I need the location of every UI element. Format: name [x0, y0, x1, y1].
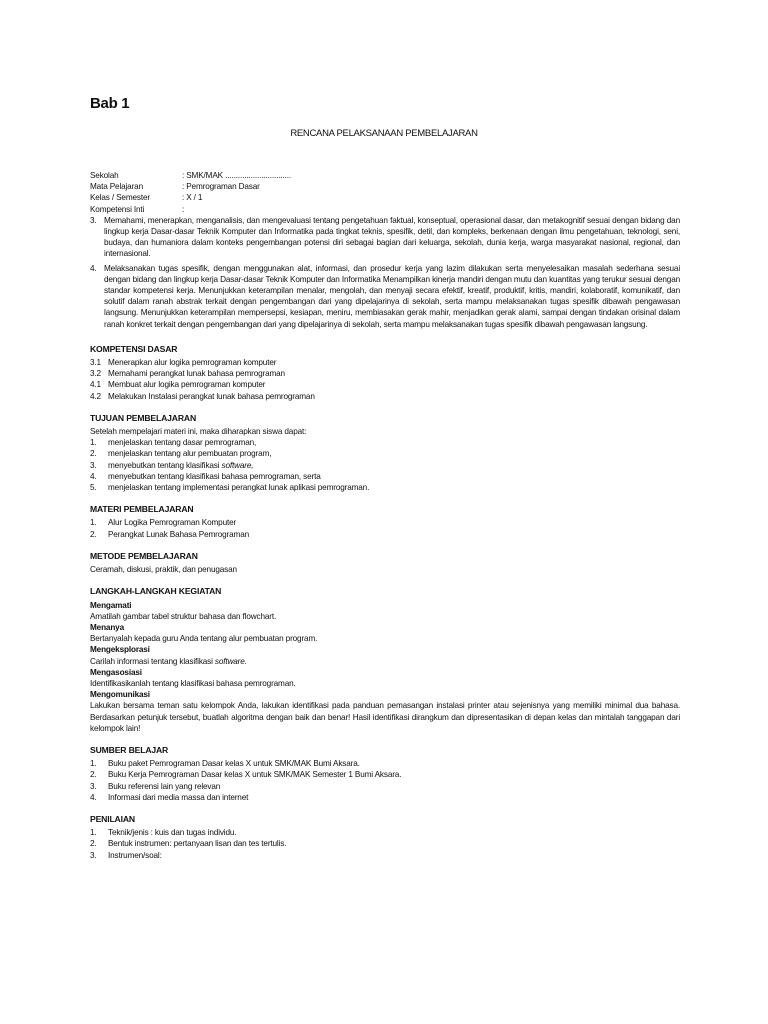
item-text: Memahami, menerapkan, menganalisis, dan mengevaluasi tentang pengetahuan faktual, konseptual, operasional dasar, dan metakognitif sesuai dengan bidang dan lingkup kerja Dasar-dasar Teknik Komputer dan Informatika pada tingkat teknis, spesifik, detil, dan kompleks, berkenaan dengan ilmu pengetahuan, teknologi, seni, budaya, dan humaniora dalam konteks pengembangan potensi diri sebagai bagian dari keluarga, sekolah, dunia kerja, warga masyarakat nasional, regional, dan internasional. [104, 215, 680, 259]
identity-row [90, 170, 680, 181]
chapter-heading: Bab 1 [90, 95, 130, 112]
list-item [90, 517, 680, 528]
identity-label: Kompetensi Inti [90, 204, 145, 214]
tujuan-list [90, 437, 680, 493]
section-kompetensi-dasar [90, 344, 680, 402]
item-number: 4. [90, 471, 97, 481]
item-text: Instrumen/soal: [108, 850, 162, 860]
item-text: menjelaskan tentang implementasi perangkat lunak aplikasi pemrograman. [108, 483, 370, 493]
list-item [90, 263, 680, 330]
section-sumber [90, 745, 680, 803]
identity-block [90, 170, 680, 215]
identity-label: Mata Pelajaran [90, 182, 143, 192]
step-heading: Mengasosiasi [90, 667, 142, 677]
section-materi [90, 504, 680, 540]
item-text-part: menyebutkan tentang klasifikasi [108, 460, 222, 470]
list-item [90, 471, 680, 482]
list-item [90, 482, 680, 493]
identity-row [90, 181, 680, 192]
item-text: Buku Kerja Pemrograman Dasar kelas X untuk SMK/MAK Semester 1 Bumi Aksara. [108, 770, 402, 780]
identity-row [90, 192, 680, 203]
section-heading: KOMPETENSI DASAR [90, 343, 178, 354]
section-heading: PENILAIAN [90, 813, 135, 824]
item-text: Bentuk instrumen: pertanyaan lisan dan tes tertulis. [108, 839, 287, 849]
list-item [90, 357, 680, 368]
step-text [90, 656, 680, 667]
penilaian-list [90, 827, 680, 861]
item-text: menjelaskan tentang alur pembuatan program, [108, 449, 272, 459]
materi-list [90, 517, 680, 539]
list-item [90, 391, 680, 402]
item-number: 4. [90, 263, 97, 273]
list-item [90, 437, 680, 448]
section-metode [90, 551, 680, 575]
kd-list [90, 357, 680, 402]
identity-value: : X / 1 [182, 193, 203, 203]
item-number: 4.1 [90, 380, 101, 390]
item-number: 3.1 [90, 358, 101, 368]
list-item [90, 379, 680, 390]
section-penilaian [90, 814, 680, 861]
list-item [90, 448, 680, 459]
step-text: Identifikasikanlah tentang klasifikasi bahasa pemrograman. [90, 678, 296, 688]
kompetensi-inti-list [90, 215, 680, 330]
item-text: Teknik/jenis : kuis dan tugas individu. [108, 828, 237, 838]
sumber-list [90, 758, 680, 803]
item-number: 3.2 [90, 369, 101, 379]
item-number: 4. [90, 792, 97, 802]
list-item [90, 792, 680, 803]
list-item [90, 215, 680, 260]
document-title: RENCANA PELAKSANAAN PEMBELAJARAN [290, 128, 478, 139]
step-heading: Mengomunikasi [90, 690, 150, 700]
step-text-part: Carilah informasi tentang klasifikasi [90, 656, 215, 666]
section-heading: SUMBER BELAJAR [90, 744, 169, 755]
section-heading: TUJUAN PEMBELAJARAN [90, 412, 197, 423]
list-item [90, 850, 680, 861]
identity-label: Sekolah [90, 171, 119, 180]
section-heading: METODE PEMBELAJARAN [90, 550, 198, 561]
item-text: Memahami perangkat lunak bahasa pemrograman [108, 369, 285, 379]
item-number: 2. [90, 839, 97, 849]
list-item [90, 758, 680, 769]
item-text: Informasi dari media massa dan internet [108, 792, 249, 802]
item-number: 2. [90, 529, 97, 539]
item-number: 1. [90, 438, 97, 448]
document-body [90, 170, 680, 861]
item-text: Buku referensi lain yang relevan [108, 781, 221, 791]
item-number: 3. [90, 850, 97, 860]
item-text: Melaksanakan tugas spesifik, dengan menggunakan alat, informasi, dan prosedur kerja yang lazim dilakukan serta menyelesaikan masalah sederhana sesuai dengan bidang dan lingkup kerja Dasar-dasar Teknik Komputer dan Informatika Menampilkan kinerja mandiri dengan mutu dan kuantitas yang terukur sesuai dengan standar kompetensi kerja. Menunjukkan keterampilan menalar, mengolah, dan menyaji secara efektif, kreatif, produktif, kritis, mandiri, kolaboratif, komunikatif, dan solutif dalam ranah abstrak terkait dengan pengembangan dari yang dipelajarinya di sekolah, serta mampu melaksanakan tugas spesifik dibawah pengawasan langsung. Menunjukkan keterampilan mempersepsi, kesiapan, meniru, membiasakan gerak mahir, menjadikan gerak alami, sampai dengan tindakan orisinal dalam ranah konkret terkait dengan pengembangan dari yang dipelajarinya di sekolah, serta mampu melaksanakan tugas spesifik dibawah pengawasan langsung. [104, 263, 680, 329]
step-heading: Mengamati [90, 600, 132, 610]
item-number: 2. [90, 770, 97, 780]
item-text [108, 460, 680, 471]
list-item [90, 529, 680, 540]
item-text: Menerapkan alur logika pemrograman komputer [108, 358, 277, 368]
list-item [90, 368, 680, 379]
item-text: Buku paket Pemrograman Dasar kelas X untuk SMK/MAK Bumi Aksara. [108, 759, 360, 769]
item-number: 5. [90, 483, 97, 493]
item-number: 1. [90, 759, 97, 769]
step-text: Bertanyalah kepada guru Anda tentang alur pembuatan program. [90, 634, 318, 644]
item-text: Membuat alur logika pemrograman komputer [108, 380, 266, 390]
list-item [90, 827, 680, 838]
section-text: Ceramah, diskusi, praktik, dan penugasan [90, 565, 237, 575]
section-intro: Setelah mempelajari materi ini, maka diharapkan siswa dapat: [90, 427, 307, 437]
item-text-emphasis: software, [221, 460, 254, 470]
identity-value: : Pemrograman Dasar [182, 182, 260, 192]
identity-row [90, 204, 680, 215]
section-tujuan [90, 413, 680, 493]
item-number: 3. [90, 215, 97, 225]
step-heading: Menanya [90, 622, 124, 632]
item-text: menjelaskan tentang dasar pemrograman, [108, 438, 257, 448]
item-number: 3. [90, 460, 97, 470]
step-text: Amatilah gambar tabel struktur bahasa dan flowchart. [90, 611, 277, 621]
item-text: Alur Logika Pemrograman Komputer [108, 518, 237, 528]
section-langkah [90, 586, 680, 734]
item-number: 1. [90, 828, 97, 838]
section-heading: MATERI PEMBELAJARAN [90, 504, 194, 515]
item-number: 1. [90, 518, 97, 528]
item-text: Melakukan Instalasi perangkat lunak bahasa pemrograman [108, 391, 315, 401]
item-number: 3. [90, 781, 97, 791]
section-heading: LANGKAH-LANGKAH KEGIATAN [90, 586, 222, 597]
step-heading: Mengeksplorasi [90, 645, 150, 655]
step-text: Lakukan bersama teman satu kelompok Anda, lakukan identifikasi pada panduan pemasangan instalasi printer atau sejenisnya yang memiliki minimal dua bahasa. Berdasarkan petunjuk tersebut, buatlah algoritma dengan baik dan benar! Hasil identifikasi dirangkum dan dipresentasikan di depan kelas dan mintalah tanggapan dari kelompok lain! [90, 701, 680, 733]
item-number: 2. [90, 449, 97, 459]
identity-value: : SMK/MAK ............................... [182, 171, 291, 180]
item-text: menyebutkan tentang klasifikasi bahasa pemrograman, serta [108, 471, 321, 481]
item-number: 4.2 [90, 391, 101, 401]
identity-value: : [182, 204, 185, 214]
identity-label: Kelas / Semester [90, 193, 150, 203]
list-item [90, 781, 680, 792]
item-text: Perangkat Lunak Bahasa Pemrograman [108, 529, 249, 539]
list-item [90, 460, 680, 471]
step-text-emphasis: software. [214, 656, 247, 666]
list-item [90, 769, 680, 780]
list-item [90, 838, 680, 849]
